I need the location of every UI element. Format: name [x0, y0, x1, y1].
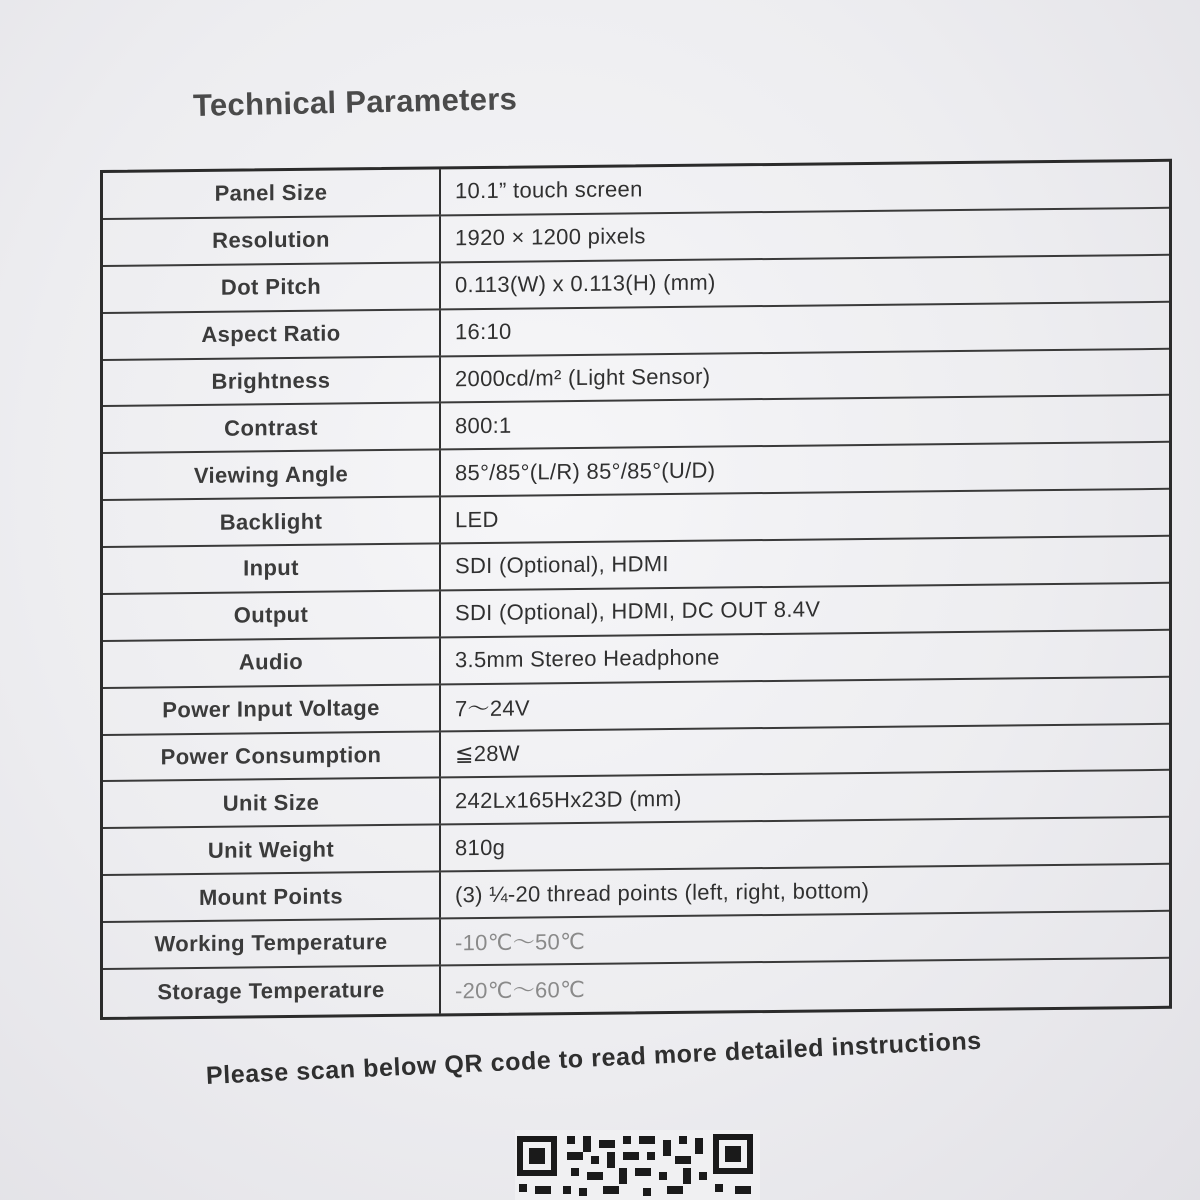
row-label: Dot Pitch	[103, 263, 441, 311]
row-label: Audio	[103, 638, 441, 686]
row-value: 10.1” touch screen	[455, 176, 643, 204]
row-label: Power Input Voltage	[103, 685, 441, 733]
row-label: Aspect Ratio	[103, 310, 441, 358]
row-label: Mount Points	[103, 873, 441, 921]
row-value: 800:1	[455, 412, 512, 439]
row-label: Viewing Angle	[103, 451, 441, 499]
spec-table	[100, 159, 1172, 1020]
row-label: Resolution	[103, 216, 441, 264]
row-value: 810g	[455, 834, 506, 860]
row-value: 242Lx165Hx23D (mm)	[455, 785, 682, 814]
row-value: 2000cd/m² (Light Sensor)	[455, 363, 711, 392]
row-label: Storage Temperature	[103, 966, 441, 1016]
row-label: Unit Weight	[103, 826, 441, 874]
row-value: 85°/85°(L/R) 85°/85°(U/D)	[455, 457, 716, 485]
row-value: 0.113(W) x 0.113(H) (mm)	[455, 269, 716, 298]
row-label: Power Consumption	[103, 732, 441, 780]
row-value: 1920 × 1200 pixels	[455, 223, 646, 251]
qr-instruction-text: Please scan below QR code to read more detailed instructions	[205, 1026, 983, 1090]
row-label: Input	[103, 544, 441, 592]
row-value: 16:10	[455, 318, 512, 345]
row-value: -20℃～60℃	[455, 976, 586, 1004]
page-title: Technical Parameters	[192, 81, 518, 123]
row-value: (3) ¼-20 thread points (left, right, bottom)	[455, 877, 870, 907]
row-value: ≦28W	[455, 740, 520, 767]
row-value: LED	[455, 506, 499, 532]
qr-code-icon[interactable]	[515, 1130, 760, 1200]
row-label: Working Temperature	[103, 919, 441, 967]
row-value: -10℃～50℃	[455, 928, 586, 956]
row-label: Contrast	[103, 404, 441, 452]
row-label: Brightness	[103, 357, 441, 405]
row-label: Panel Size	[103, 169, 441, 217]
row-label: Unit Size	[103, 779, 441, 827]
row-value: SDI (Optional), HDMI	[455, 551, 669, 579]
row-value: SDI (Optional), HDMI, DC OUT 8.4V	[455, 596, 821, 626]
row-label: Backlight	[103, 498, 441, 546]
row-value: 3.5mm Stereo Headphone	[455, 644, 720, 673]
row-label: Output	[103, 591, 441, 639]
row-value: 7～24V	[455, 695, 530, 721]
table-row	[103, 959, 1169, 1017]
